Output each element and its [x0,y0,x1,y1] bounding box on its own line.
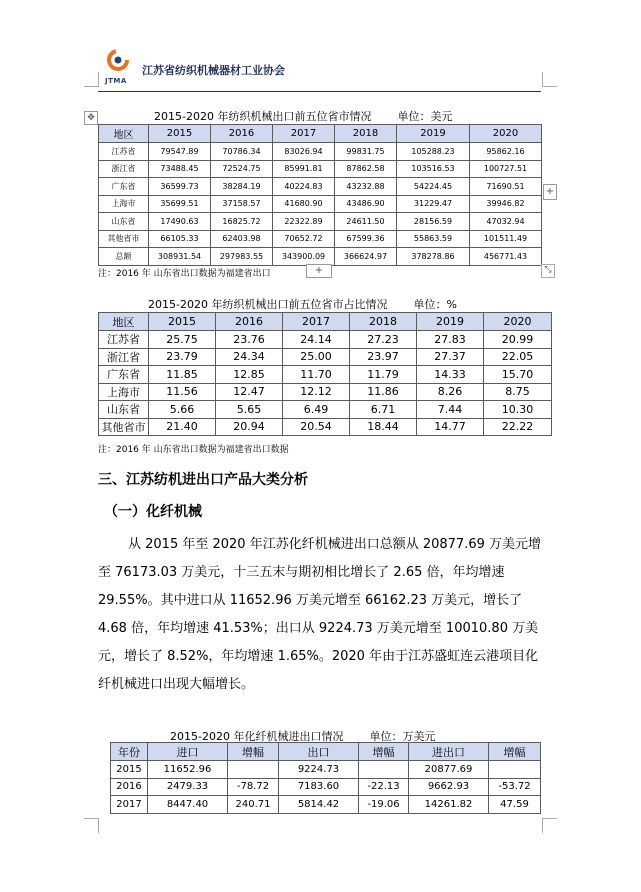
table-cell: 10.30 [484,401,552,419]
row-label-cell: 2016 [111,778,148,796]
table-cell: 366624.97 [335,248,397,266]
table-cell: 22322.89 [273,213,335,231]
table-cell: 25.75 [149,331,216,349]
table-row [99,143,542,161]
table-cell: -78.72 [228,778,279,796]
table-cell: 70786.34 [211,143,273,161]
table-header-row [99,313,552,331]
table-cell: 38284.19 [211,178,273,196]
table-cell: 40224.83 [273,178,335,196]
row-label-cell: 广东省 [99,178,149,196]
header-cell: 2017 [283,313,350,331]
header-cell: 进口 [148,743,228,761]
section-subheading: （一）化纤机械 [104,504,202,520]
header-cell: 出口 [279,743,359,761]
table-cell: 20.94 [216,418,283,436]
table-row [99,195,542,213]
table-cell: 47032.94 [470,213,542,231]
table2-body [99,331,552,436]
page-corner-mark [84,818,99,833]
table-cell: 105288.23 [397,143,470,161]
page-corner-mark [84,72,99,87]
row-label-cell: 2015 [111,761,148,779]
table-move-icon[interactable]: ✥ [84,111,98,125]
table-cell: 70652.72 [273,230,335,248]
header-cell: 2020 [484,313,552,331]
table-cell: 41680.90 [273,195,335,213]
header-cell: 年份 [111,743,148,761]
header-cell: 2017 [273,125,335,143]
table-cell: 11.70 [283,366,350,384]
table-cell: 11652.96 [148,761,228,779]
page-corner-mark [542,72,557,87]
table2-note: 注：2016 年 山东省出口数据为福建省出口数据 [98,445,289,455]
table-cell [489,761,541,779]
table3-body [111,761,541,814]
table-cell: 54224.45 [397,178,470,196]
table-row [99,366,552,384]
table1-caption [154,108,452,124]
table-cell: 62403.98 [211,230,273,248]
table-cell: 456771.43 [470,248,542,266]
table-cell: 12.47 [216,383,283,401]
table-header-row [99,125,542,143]
table-cell: 16825.72 [211,213,273,231]
row-label-cell: 总额 [99,248,149,266]
table-cell: 22.22 [484,418,552,436]
row-label-cell: 浙江省 [99,160,149,178]
table-cell: 378278.86 [397,248,470,266]
table-cell: 14.77 [417,418,484,436]
table-cell: 103516.53 [397,160,470,178]
header-cell: 增幅 [228,743,279,761]
table-cell: 297983.55 [211,248,273,266]
table-row [111,796,541,814]
org-name: 江苏省纺织机械器材工业协会 [142,64,285,77]
table-cell: 5.65 [216,401,283,419]
logo-text: JTMA [105,77,127,85]
table-cell: -19.06 [359,796,409,814]
table-cell: 14261.82 [409,796,489,814]
table3-title: 2015-2020 年化纤机械进出口情况 [170,730,344,743]
row-label-cell: 山东省 [99,401,149,419]
table-cell: 43232.88 [335,178,397,196]
table-cell: 17490.63 [149,213,211,231]
table-cell: 27.23 [350,331,417,349]
table-cell: 240.71 [228,796,279,814]
table-row [99,331,552,349]
table-row [99,383,552,401]
table-cell: 5.66 [149,401,216,419]
header-cell: 2019 [397,125,470,143]
table-cell: 27.37 [417,348,484,366]
table-cell: 67599.36 [335,230,397,248]
table-cell: 24.34 [216,348,283,366]
table-cell: 14.33 [417,366,484,384]
table-cell: 79547.89 [149,143,211,161]
table-cell: 21.40 [149,418,216,436]
table-header-row [111,743,541,761]
table-cell: 6.49 [283,401,350,419]
table-cell: 85991.81 [273,160,335,178]
table1-body [99,143,542,266]
header-cell: 2016 [211,125,273,143]
header-cell: 地区 [99,125,149,143]
table-cell: 11.86 [350,383,417,401]
table-cell: -53.72 [489,778,541,796]
header-cell: 进出口 [409,743,489,761]
table-cell: 20.54 [283,418,350,436]
row-label-cell: 江苏省 [99,331,149,349]
add-column-button[interactable]: + [543,184,557,200]
table-cell: 7.44 [417,401,484,419]
table-cell: 23.76 [216,331,283,349]
table-cell: 47.59 [489,796,541,814]
table-cell: 37158.57 [211,195,273,213]
header-cell: 2016 [216,313,283,331]
table-cell: 95862.16 [470,143,542,161]
row-label-cell: 江苏省 [99,143,149,161]
header-cell: 2020 [470,125,542,143]
jtma-logo [104,48,132,78]
table2-caption [148,296,457,312]
table-cell: 9224.73 [279,761,359,779]
table-cell: 308931.54 [149,248,211,266]
table-cell: 66105.33 [149,230,211,248]
table-cell: 20877.69 [409,761,489,779]
table-cell: 72524.75 [211,160,273,178]
add-row-button[interactable]: + [306,264,332,278]
table-cell: 9662.93 [409,778,489,796]
table-cell: 35699.51 [149,195,211,213]
table-cell: 18.44 [350,418,417,436]
table-cell: 8.26 [417,383,484,401]
table1 [98,124,542,266]
row-label-cell: 山东省 [99,213,149,231]
table-cell: 8.75 [484,383,552,401]
header-cell: 2015 [149,313,216,331]
table-cell [359,761,409,779]
table-cell: -22.13 [359,778,409,796]
table-cell: 55863.59 [397,230,470,248]
table-cell: 24611.50 [335,213,397,231]
table-cell [228,761,279,779]
row-label-cell: 上海市 [99,383,149,401]
table-row [99,248,542,266]
header-cell: 增幅 [359,743,409,761]
table-row [99,230,542,248]
table-row [111,778,541,796]
table-cell: 28156.59 [397,213,470,231]
table-row [111,761,541,779]
row-label-cell: 浙江省 [99,348,149,366]
table-cell: 12.12 [283,383,350,401]
header-cell: 2015 [149,125,211,143]
table-cell: 11.56 [149,383,216,401]
table3-unit: 单位：万美元 [369,730,436,743]
table-cell: 7183.60 [279,778,359,796]
row-label-cell: 2017 [111,796,148,814]
table-cell: 11.85 [149,366,216,384]
table-cell: 23.97 [350,348,417,366]
table-cell: 73488.45 [149,160,211,178]
table-row [99,401,552,419]
table2 [98,312,552,436]
table1-title: 2015-2020 年纺织机械出口前五位省市情况 [154,110,372,123]
body-paragraph: 从 2015 年至 2020 年江苏化纤机械进出口总额从 20877.69 万美元增至 76173.03 万美元，十三五末与期初相比增长了 2.65 倍，年均增速 29.55%。其中进口从 11652.96 万美元增至 66162.23 万美元，增长了 4.68 倍，年均增速 41.53%；出口从 9224.73 万美元增至 10010.80 万美元，增长了 8.52%，年均增速 1.65%。2020 年由于江苏盛虹连云港项目化纤机械进口出现大幅增长。 [98,537,541,692]
row-label-cell: 其他省市 [99,230,149,248]
table-cell: 87862.58 [335,160,397,178]
table-cell: 20.99 [484,331,552,349]
table-cell: 25.00 [283,348,350,366]
table-cell: 15.70 [484,366,552,384]
table-cell: 43486.90 [335,195,397,213]
table-cell: 71690.51 [470,178,542,196]
table2-unit: 单位：% [413,298,457,311]
page-corner-mark [542,818,557,833]
table-row [99,178,542,196]
header-rule [98,91,541,92]
table-cell: 100727.51 [470,160,542,178]
table-cell: 343900.09 [273,248,335,266]
table3 [110,742,541,814]
table2-title: 2015-2020 年纺织机械出口前五位省市占比情况 [148,298,388,311]
table-cell: 83026.94 [273,143,335,161]
table-cell: 8447.40 [148,796,228,814]
table-row [99,418,552,436]
table-cell: 6.71 [350,401,417,419]
row-label-cell: 其他省市 [99,418,149,436]
table-cell: 31229.47 [397,195,470,213]
table-cell: 24.14 [283,331,350,349]
table-cell: 27.83 [417,331,484,349]
table-row [99,348,552,366]
header-cell: 增幅 [489,743,541,761]
table-resize-icon[interactable]: ⤡ [541,264,555,278]
table-cell: 39946.82 [470,195,542,213]
table-cell: 101511.49 [470,230,542,248]
header-cell: 地区 [99,313,149,331]
table1-unit: 单位：美元 [397,110,453,123]
table-cell: 36599.73 [149,178,211,196]
header-cell: 2018 [350,313,417,331]
table-row [99,213,542,231]
table-cell: 11.79 [350,366,417,384]
table-cell: 2479.33 [148,778,228,796]
row-label-cell: 上海市 [99,195,149,213]
table-cell: 23.79 [149,348,216,366]
table-row [99,160,542,178]
table-cell: 5814.42 [279,796,359,814]
table-cell: 22.05 [484,348,552,366]
header-cell: 2018 [335,125,397,143]
header-cell: 2019 [417,313,484,331]
row-label-cell: 广东省 [99,366,149,384]
table-cell: 12.85 [216,366,283,384]
table1-note: 注：2016 年 山东省出口数据为福建省出口 [98,269,271,279]
section-heading: 三、江苏纺机进出口产品大类分析 [98,472,308,488]
table-cell: 99831.75 [335,143,397,161]
